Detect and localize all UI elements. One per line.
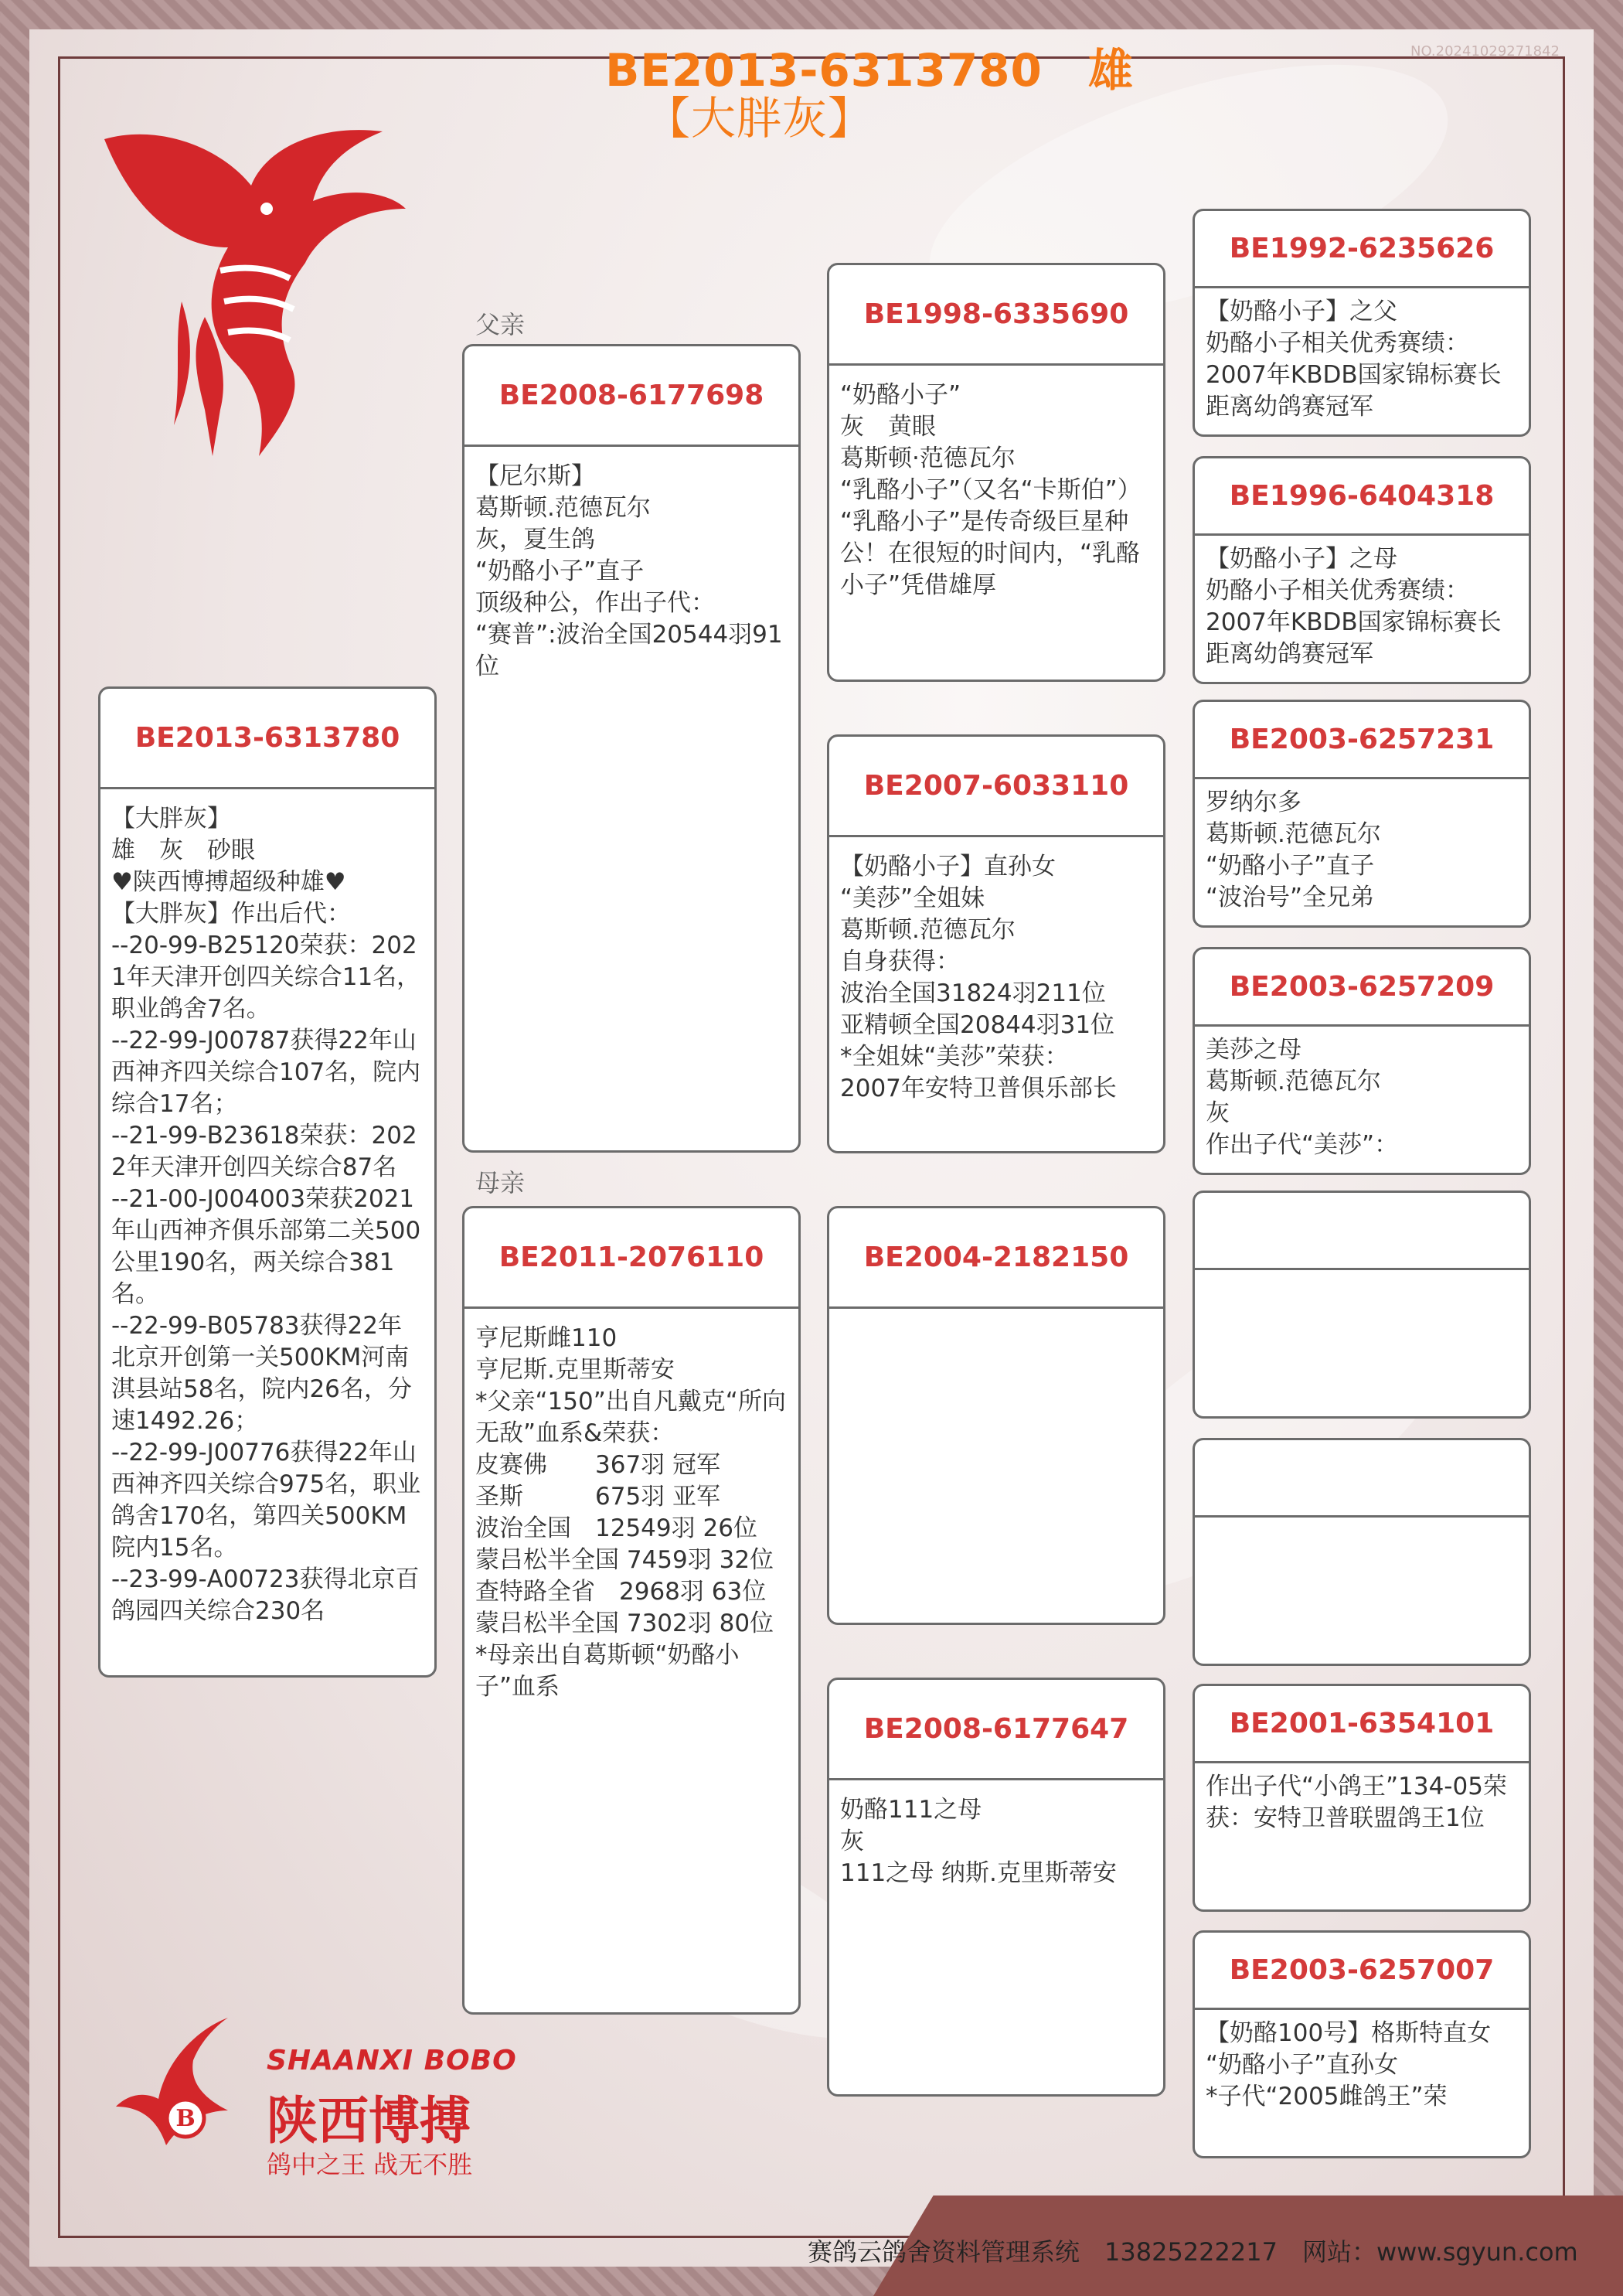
dam-dam-card — [827, 1678, 1165, 2097]
ring-number: BE2008-6177698 — [464, 346, 798, 447]
page-subtitle: 【大胖灰】 — [645, 92, 874, 145]
ring-number: BE2003-6257209 — [1195, 949, 1529, 1027]
page-title: BE2013-6313780 雄 — [605, 44, 1134, 97]
great-grandparent-card — [1193, 456, 1531, 684]
footer-text: 赛鸽云鸽舍资料管理系统 13825222217 网站：www.sgyun.com — [808, 2237, 1578, 2267]
sire-card — [462, 344, 801, 1153]
card-description: 【奶酪100号】格斯特直女 “奶酪小子”直孙女 *子代“2005雌鸽王”荣 — [1206, 2019, 1492, 2110]
card-description: 【奶酪小子】之父 奶酪小子相关优秀赛绩： 2007年KBDB国家锦标赛长距离幼鸽赛冠军 — [1206, 298, 1502, 421]
card-description: 【尼尔斯】 葛斯顿.范德瓦尔 灰，夏生鸽 “奶酪小子”直子 顶级种公，作出子代： “赛普”:波治全国20544羽91位 — [475, 462, 783, 680]
dam-card — [462, 1206, 801, 2015]
card-description: 亨尼斯雌110 亨尼斯.克里斯蒂安 *父亲“150”出自凡戴克“所向无敌”血系&荣获： 皮赛佛 367羽 冠军 圣斯 675羽 亚军 波治全国 12549羽 26位 蒙吕松半全国 7459羽 32位 查特路全省 2968羽 63位 蒙吕松半全国 7302羽 80位 *母亲出自葛斯顿“奶酪小子”血系 — [475, 1324, 786, 1701]
ring-number: BE1996-6404318 — [1195, 458, 1529, 536]
card-description: 奶酪111之母 灰 111之母 纳斯.克里斯蒂安 — [840, 1796, 1117, 1887]
dam-sire-card — [827, 1206, 1165, 1625]
great-grandparent-card — [1193, 1191, 1531, 1419]
card-description — [829, 1309, 1163, 1330]
dam-label: 母亲 — [475, 1168, 526, 1197]
ring-number — [1195, 1440, 1529, 1518]
sire-sire-card — [827, 263, 1165, 682]
card-description: “奶酪小子” 灰 黄眼 葛斯顿·范德瓦尔 “乳酪小子”（又名“卡斯伯”） “乳酪小子”是传奇级巨星种公！在很短的时间内，“乳酪小子”凭借雄厚 — [840, 381, 1142, 599]
ring-number: BE1992-6235626 — [1195, 211, 1529, 288]
great-grandparent-card — [1193, 1684, 1531, 1912]
sire-dam-card — [827, 734, 1165, 1153]
document-number: NO.20241029271842 — [1410, 43, 1560, 60]
brand-name-en: SHAANXI BOBO — [267, 2045, 517, 2076]
card-description: 作出子代“小鸽王”134-05荣获：安特卫普联盟鸽王1位 — [1206, 1773, 1507, 1832]
ring-number: BE2001-6354101 — [1195, 1686, 1529, 1763]
great-grandparent-card — [1193, 700, 1531, 928]
sire-label: 父亲 — [475, 310, 526, 339]
svg-text:B: B — [175, 2105, 196, 2132]
great-grandparent-card — [1193, 1438, 1531, 1666]
brand-bird-icon — [112, 2014, 267, 2161]
ring-number: BE2013-6313780 — [100, 689, 434, 789]
great-grandparent-card — [1193, 209, 1531, 437]
ring-number: BE2008-6177647 — [829, 1680, 1163, 1780]
card-description — [1195, 1518, 1529, 1533]
ring-number: BE2011-2076110 — [464, 1208, 798, 1309]
ring-number — [1195, 1193, 1529, 1270]
ring-number: BE2007-6033110 — [829, 737, 1163, 837]
card-description: 罗纳尔多 葛斯顿.范德瓦尔 “奶酪小子”直子 “波治号”全兄弟 — [1206, 789, 1381, 911]
card-description: 【奶酪小子】之母 奶酪小子相关优秀赛绩： 2007年KBDB国家锦标赛长距离幼鸽赛冠军 — [1206, 545, 1502, 668]
phoenix-logo-icon — [89, 116, 413, 479]
ring-number: BE2003-6257007 — [1195, 1933, 1529, 2010]
card-description: 美莎之母 葛斯顿.范德瓦尔 灰 作出子代“美莎”： — [1206, 1036, 1399, 1159]
ring-number: BE2003-6257231 — [1195, 702, 1529, 779]
great-grandparent-card — [1193, 947, 1531, 1175]
card-description: 【奶酪小子】直孙女 “美莎”全姐妹 葛斯顿.范德瓦尔 自身获得： 波治全国31824羽211位 亚精顿全国20844羽31位 *全姐妹“美莎”荣获： 2007年安特卫普俱乐部长 — [840, 853, 1117, 1102]
subject-card — [98, 686, 437, 1678]
brand-name-cn: 陕西博搏 — [267, 2090, 471, 2151]
ring-number: BE2004-2182150 — [829, 1208, 1163, 1309]
card-description — [1195, 1270, 1529, 1286]
ring-number: BE1998-6335690 — [829, 265, 1163, 366]
card-description: 【大胖灰】 雄 灰 砂眼 ♥陕西博搏超级种雄♥ 【大胖灰】作出后代： --20-99-B25120荣获：2021年天津开创四关综合11名，职业鸽舍7名。 --22-99-J00787获得22年山西神齐四关综合107名，院内综合17名； --21-99-B23618荣获：2022年天津开创四关综合87名 --21-00-J004003荣获2021年山西神齐俱乐部第二关500公里190名，两关综合381名。 --22-99-B05783获得22年北京开创第一关500KM河南淇县站58名，院内26名，分速1492.26； --22-99-J00776获得22年山西神齐四关综合975名，职业鸽舍170名，第四关500KM院内15名。 --23-99-A00723获得北京百鸽园四关综合230名 — [111, 805, 421, 1625]
brand-slogan: 鸽中之王 战无不胜 — [267, 2150, 473, 2179]
great-grandparent-card — [1193, 1930, 1531, 2158]
